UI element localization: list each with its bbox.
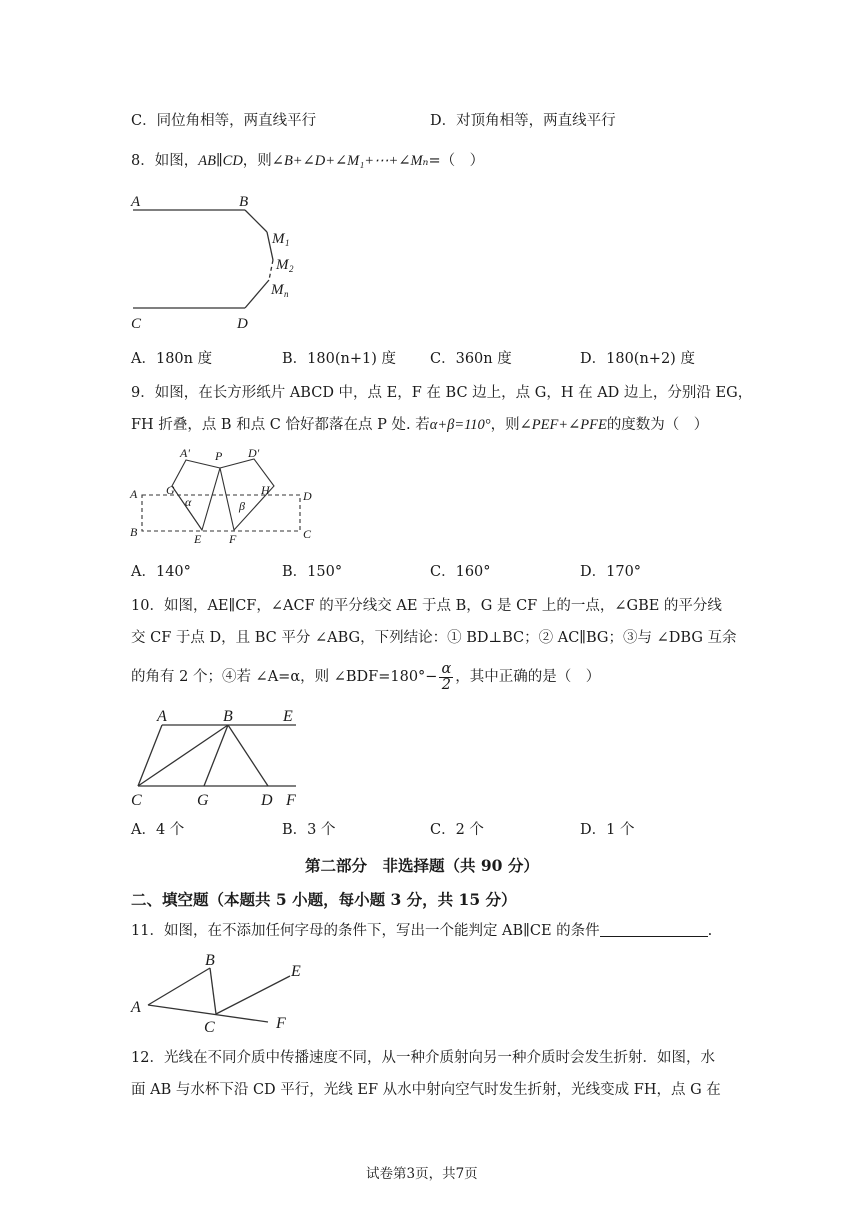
q9-label-a1: A' xyxy=(180,446,190,460)
q8-label-d: D xyxy=(237,316,248,332)
q8-option-c: C．360n 度 xyxy=(430,351,512,367)
q11-label-a: A xyxy=(131,999,141,1016)
q11-label-b: B xyxy=(205,952,215,969)
q10-fraction: $\frac{\alpha}{2}$ xyxy=(441,660,452,693)
q10-stem-line3: 的角有 2 个；④若 ∠A=α，则 ∠BDF=180°− $\frac{\alpha}{2}$ ，其中正确的是（ ） xyxy=(131,660,601,693)
q8-option-d: D．180(n+2) 度 xyxy=(580,351,695,367)
q8-option-a: A．180n 度 xyxy=(131,351,213,367)
q8-label-m1-sub: 1 xyxy=(285,238,290,248)
q8-label-m2-sub: 2 xyxy=(289,264,294,274)
q11-label-e: E xyxy=(291,963,301,980)
q9-label-d1: D' xyxy=(248,446,260,460)
q10-label-d: D xyxy=(261,792,273,809)
q9-option-b: B．150° xyxy=(282,564,343,580)
q11-stem: 11．如图，在不添加任何字母的条件下，写出一个能判定 AB∥CE 的条件 . xyxy=(131,923,713,939)
q9-label-f: F xyxy=(229,532,237,546)
q7-option-d: D．对顶角相等，两直线平行 xyxy=(430,113,616,129)
page-footer: 试卷第3页，共7页 xyxy=(366,1166,478,1182)
q11-figure xyxy=(128,950,328,1040)
q9-label-g: G xyxy=(166,483,175,497)
q9-label-beta: β xyxy=(239,499,245,513)
q12-stem-line2: 面 AB 与水杯下沿 CD 平行，光线 EF 从水中射向空气时发生折射，光线变成 FH，点 G 在 xyxy=(131,1082,721,1098)
q8-option-b: B．180(n+1) 度 xyxy=(282,351,396,367)
q8-label-mn: M xyxy=(271,282,284,298)
q8-figure xyxy=(125,188,325,332)
q8-label-m2: M xyxy=(276,257,289,273)
q11-answer-blank[interactable] xyxy=(600,922,708,937)
q10-stem-line1: 10．如图，AE∥CF，∠ACF 的平分线交 AE 于点 B，G 是 CF 上的一点，∠GBE 的平分线 xyxy=(131,598,722,614)
q8-label-a: A xyxy=(131,194,141,210)
q12-stem-line1: 12．光线在不同介质中传播速度不同，从一种介质射向另一种介质时会发生折射．如图，水 xyxy=(131,1050,715,1066)
q9-label-c: C xyxy=(303,527,312,541)
q10-figure xyxy=(128,704,318,814)
q10-label-b: B xyxy=(223,708,233,725)
q9-label-p: P xyxy=(215,449,223,463)
q9-option-d: D．170° xyxy=(580,564,642,580)
q7-option-c: C．同位角相等，两直线平行 xyxy=(131,113,317,129)
q10-label-e: E xyxy=(283,708,293,725)
q10-label-f: F xyxy=(286,792,296,809)
q8-stem: 8．如图，AB∥CD，则∠B+∠D+∠M₁+⋯+∠Mₙ=（ ） xyxy=(131,153,485,169)
part2-title: 第二部分 非选择题（共 90 分） xyxy=(305,856,539,875)
q9-option-a: A．140° xyxy=(131,564,191,580)
q9-figure xyxy=(128,446,328,556)
q10-label-a: A xyxy=(157,708,167,725)
q8-label-mn-sub: n xyxy=(284,289,289,299)
q8-label-c: C xyxy=(131,316,142,332)
q9-label-alpha: α xyxy=(185,495,192,509)
q9-stem-line1: 9．如图，在长方形纸片 ABCD 中，点 E，F 在 BC 边上，点 G，H 在 AD 边上，分别沿 EG， xyxy=(131,385,753,401)
q11-label-f: F xyxy=(276,1015,286,1032)
q10-option-b: B．3 个 xyxy=(282,822,336,838)
q10-option-a: A．4 个 xyxy=(131,822,185,838)
q10-stem-line2: 交 CF 于点 D，且 BC 平分 ∠ABG，下列结论：① BD⊥BC；② AC∥BG；③与 ∠DBG 互余 xyxy=(131,630,737,646)
q8-label-m1: M xyxy=(272,231,285,247)
q10-label-g: G xyxy=(197,792,209,809)
q9-label-b: B xyxy=(130,525,138,539)
q10-label-c: C xyxy=(131,792,142,809)
q10-option-d: D．1 个 xyxy=(580,822,635,838)
q9-label-h: H xyxy=(261,483,270,497)
q9-option-c: C．160° xyxy=(430,564,491,580)
q8-label-b: B xyxy=(239,194,249,210)
q9-label-e: E xyxy=(194,532,202,546)
section2-title: 二、填空题（本题共 5 小题，每小题 3 分，共 15 分） xyxy=(131,890,517,909)
q9-label-d: D xyxy=(303,489,312,503)
q9-label-a: A xyxy=(130,487,138,501)
q10-option-c: C．2 个 xyxy=(430,822,484,838)
q9-stem-line2: FH 折叠，点 B 和点 C 恰好都落在点 P 处. 若α+β=110°，则∠PEF+∠PFE的度数为（ ） xyxy=(131,417,709,433)
q11-label-c: C xyxy=(204,1019,215,1036)
